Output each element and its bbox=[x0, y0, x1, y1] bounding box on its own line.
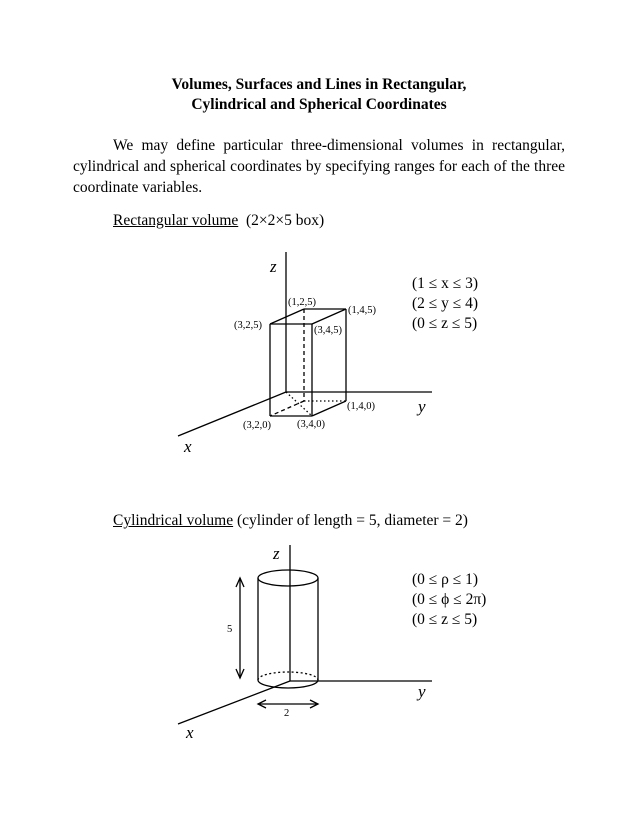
point-label: (3,2,0) bbox=[243, 420, 271, 431]
title-line-1: Volumes, Surfaces and Lines in Rectangular, bbox=[171, 76, 467, 93]
box-edge bbox=[312, 401, 346, 416]
cyl-y-label: y bbox=[418, 682, 426, 701]
range-line: (2 ≤ y ≤ 4) bbox=[412, 295, 479, 312]
cyl-note: (cylinder of length = 5, diameter = 2) bbox=[236, 512, 468, 529]
title-line-2: Cylindrical and Spherical Coordinates bbox=[191, 96, 447, 113]
range-line: (0 ≤ z ≤ 5) bbox=[412, 611, 478, 628]
point-label: (3,4,0) bbox=[297, 419, 325, 430]
diameter-label: 2 bbox=[284, 708, 290, 719]
range-line: (0 ≤ ρ ≤ 1) bbox=[412, 571, 479, 588]
intro-text: We may define particular three-dimensional volumes in rectangular, cylindrical and spherical coordinates by specifying ranges for each of the three coordinate variables. bbox=[73, 137, 565, 196]
cyl-z-label: z bbox=[273, 544, 280, 563]
range-line: (0 ≤ z ≤ 5) bbox=[412, 315, 478, 332]
cyl-x-label: x bbox=[186, 723, 194, 742]
rect-figure bbox=[178, 252, 432, 436]
cyl-heading: Cylindrical volume bbox=[113, 512, 234, 529]
box-hidden-edge bbox=[286, 392, 312, 416]
point-label: (3,4,5) bbox=[314, 325, 342, 336]
range-line: (0 ≤ ϕ ≤ 2π) bbox=[412, 591, 487, 608]
rect-z-label: z bbox=[270, 257, 277, 276]
cyl-figure bbox=[178, 545, 432, 724]
rect-x-label: x bbox=[184, 437, 192, 456]
rect-note: (2×2×5 box) bbox=[246, 212, 325, 229]
box-edge bbox=[270, 309, 304, 324]
range-line: (1 ≤ x ≤ 3) bbox=[412, 275, 479, 292]
point-label: (1,2,5) bbox=[288, 297, 316, 308]
cyl-labels bbox=[185, 544, 486, 742]
length-label: 5 bbox=[227, 624, 233, 635]
cyl-bottom-back bbox=[258, 672, 318, 680]
point-label: (1,4,0) bbox=[347, 401, 375, 412]
rect-heading: Rectangular volume bbox=[113, 212, 239, 229]
rect-y-label: y bbox=[418, 397, 426, 416]
cyl-top-ellipse bbox=[258, 570, 318, 586]
point-label: (3,2,5) bbox=[234, 320, 262, 331]
box-edge bbox=[312, 309, 346, 324]
rect-labels bbox=[183, 257, 478, 456]
point-label: (1,4,5) bbox=[348, 305, 376, 316]
